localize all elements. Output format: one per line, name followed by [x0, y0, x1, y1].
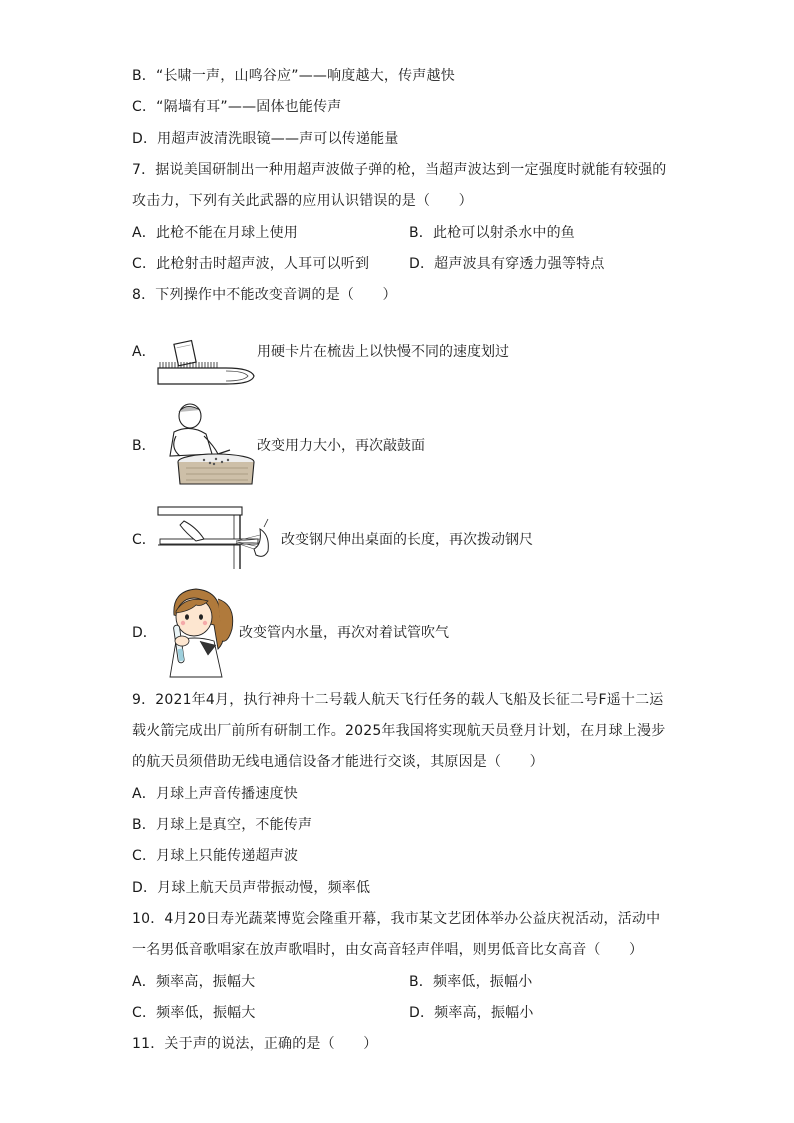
- q7-option-a: A．此枪不能在月球上使用: [132, 225, 298, 241]
- q8-stem: 8．下列操作中不能改变音调的是（ ）: [132, 287, 397, 303]
- girl-test-tube-icon: [156, 585, 238, 679]
- q10-stem-line1: 10．4月20日寿光蔬菜博览会隆重开幕，我市某文艺团体举办公益庆祝活动，活动中: [132, 911, 661, 927]
- q6-option-c: C．“隔墙有耳”——固体也能传声: [132, 99, 342, 115]
- q10-option-c: C．频率低，振幅大: [132, 1005, 256, 1021]
- q6-option-b: B．“长啸一声，山鸣谷应”——响度越大，传声越快: [132, 68, 455, 84]
- q7-option-c: C．此枪射击时超声波，人耳可以听到: [132, 256, 370, 272]
- q8-option-d-text: 改变管内水量，再次对着试管吹气: [239, 625, 449, 641]
- q10-option-b: B．频率低，振幅小: [409, 974, 533, 990]
- q11-stem: 11．关于声的说法，正确的是（ ）: [132, 1036, 378, 1052]
- q8-option-a-text: 用硬卡片在梳齿上以快慢不同的速度划过: [257, 344, 509, 360]
- comb-card-icon: [156, 338, 256, 386]
- q8-option-c-letter: C．: [132, 532, 156, 548]
- q8-option-b-text: 改变用力大小，再次敲鼓面: [257, 438, 425, 454]
- q10-option-a: A．频率高，振幅大: [132, 974, 256, 990]
- q9-stem-line1: 9．2021年4月，执行神舟十二号载人航天飞行任务的载人飞船及长征二号F遥十二运: [132, 692, 664, 708]
- q9-stem-line2: 载火箭完成出厂前所有研制工作。2025年我国将实现航天员登月计划，在月球上漫步: [132, 723, 666, 739]
- q9-option-b: B．月球上是真空，不能传声: [132, 817, 313, 833]
- q8-option-b-letter: B．: [132, 438, 156, 454]
- q8-option-c-text: 改变钢尺伸出桌面的长度，再次拨动钢尺: [281, 532, 533, 548]
- q8-option-a-letter: A．: [132, 344, 156, 360]
- q10-stem-line2: 一名男低音歌唱家在放声歌唱时，由女高音轻声伴唱，则男低音比女高音（ ）: [132, 942, 644, 958]
- q7-option-b: B．此枪可以射杀水中的鱼: [409, 225, 576, 241]
- q7-stem-line1: 7．据说美国研制出一种用超声波做子弹的枪，当超声波达到一定强度时就能有较强的: [132, 162, 667, 178]
- q9-option-c: C．月球上只能传递超声波: [132, 848, 299, 864]
- ruler-table-icon: [156, 505, 280, 571]
- q9-option-a: A．月球上声音传播速度快: [132, 786, 298, 802]
- q10-option-d: D．频率高，振幅小: [409, 1005, 534, 1021]
- q8-option-d-letter: D．: [132, 625, 157, 641]
- drum-player-icon: [156, 402, 256, 486]
- q7-stem-line2: 攻击力，下列有关此武器的应用认识错误的是（ ）: [132, 193, 473, 209]
- q6-option-d: D．用超声波清洗眼镜——声可以传递能量: [132, 131, 399, 147]
- q7-option-d: D．超声波具有穿透力强等特点: [409, 256, 605, 272]
- q9-stem-line3: 的航天员须借助无线电通信设备才能进行交谈，其原因是（ ）: [132, 754, 544, 770]
- q9-option-d: D．月球上航天员声带振动慢，频率低: [132, 880, 371, 896]
